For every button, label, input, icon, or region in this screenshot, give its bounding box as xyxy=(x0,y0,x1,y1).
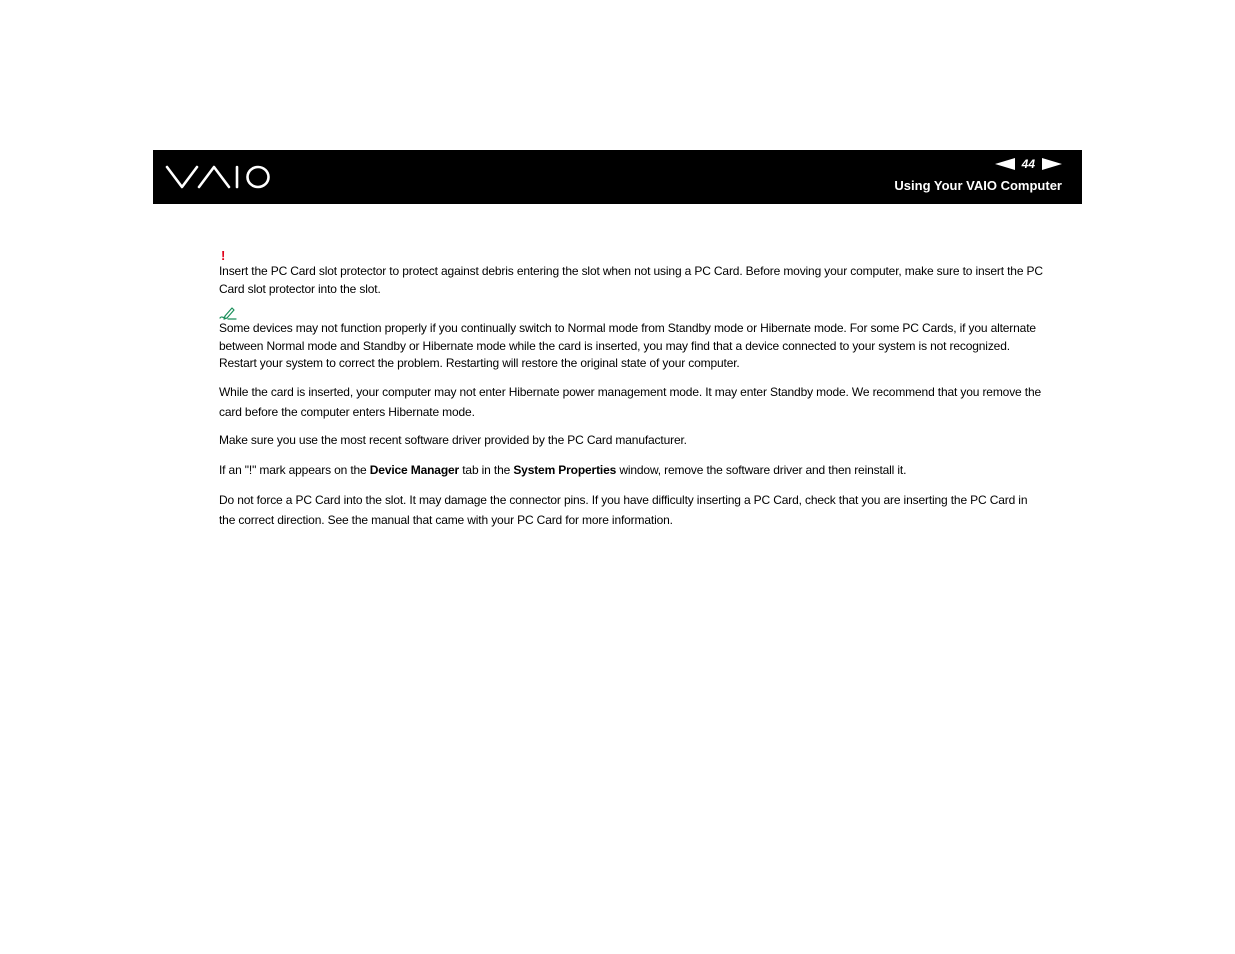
page-navigation xyxy=(995,156,1062,172)
paragraph-force-card: Do not force a PC Card into the slot. It may damage the connector pins. If you have difficulty inserting a PC Card, check that you are inserting the PC Card in the correct direction. See the manual that came with your PC Card for more information. xyxy=(219,492,1028,527)
text-segment: If an "!" mark appears on the xyxy=(219,462,370,477)
text-segment: window, remove the software driver and then reinstall it. xyxy=(616,462,907,477)
warning-block xyxy=(219,248,1044,298)
paragraph-hibernate: While the card is inserted, your computer may not enter Hibernate power management mode. It may enter Standby mode. We recommend that you remove the card before the computer enters Hibernate mode. xyxy=(219,384,1041,419)
paragraph-device-manager xyxy=(219,460,1044,480)
triangle-left-icon[interactable] xyxy=(995,158,1015,170)
pencil-note-icon xyxy=(219,306,237,320)
paragraph-driver: Make sure you use the most recent software driver provided by the PC Card manufacturer. xyxy=(219,432,687,447)
section-title: Using Your VAIO Computer xyxy=(894,178,1062,193)
note-text: Some devices may not function properly if you continually switch to Normal mode from Standby mode or Hibernate mode. For some PC Cards, if you alternate between Normal mode and Standby or Hibernate mode while the card is inserted, you may find that a device connected to your system is not recognized. Restart your system to correct the problem. Restarting will restore the original state of your computer. xyxy=(219,321,1036,370)
vaio-logo xyxy=(165,164,271,190)
note-block xyxy=(219,306,1044,373)
warning-text: Insert the PC Card slot protector to protect against debris entering the slot when not using a PC Card. Before moving your computer, make sure to insert the PC Card slot protector into the slot. xyxy=(219,264,1043,296)
system-properties-label: System Properties xyxy=(513,462,617,477)
triangle-right-icon[interactable] xyxy=(1042,158,1062,170)
text-segment: tab in the xyxy=(459,462,514,477)
page-content xyxy=(219,248,1044,530)
page-number: 44 xyxy=(1021,157,1035,171)
device-manager-label: Device Manager xyxy=(369,462,460,477)
warning-mark: ! xyxy=(221,248,226,263)
header-bar xyxy=(153,150,1082,204)
